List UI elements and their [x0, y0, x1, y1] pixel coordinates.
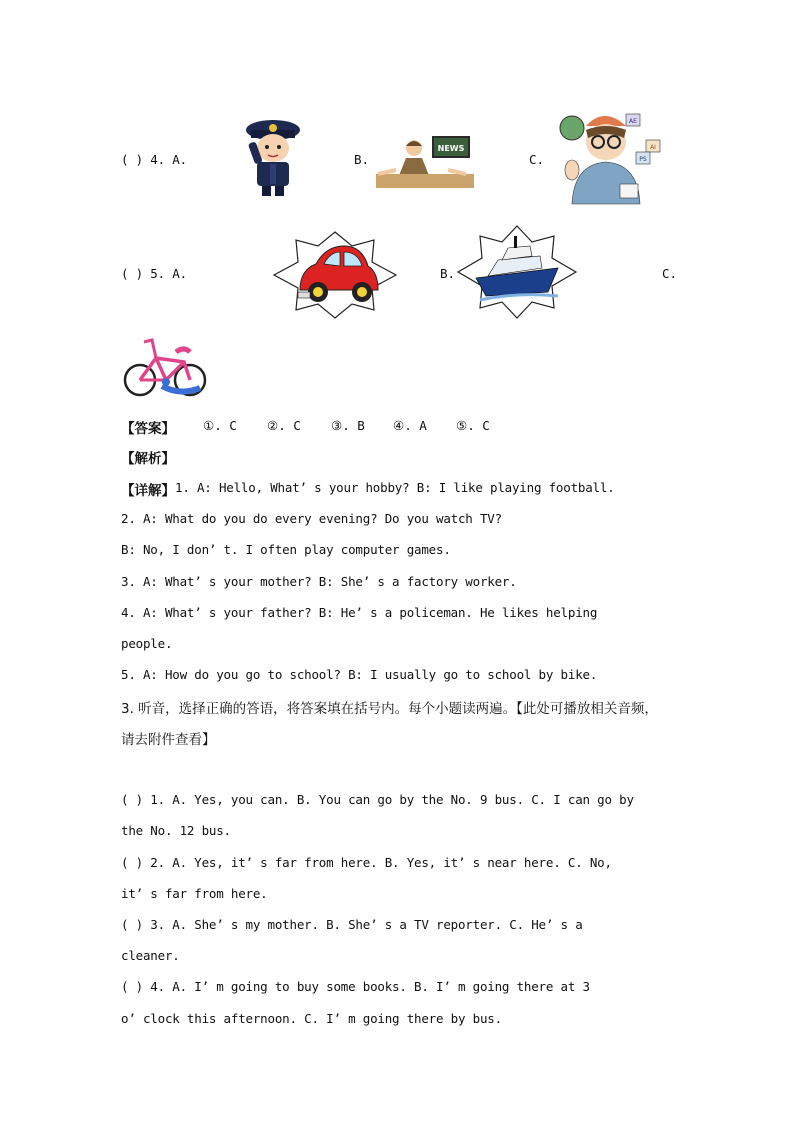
- q5-option-b: B.: [440, 266, 456, 281]
- policeman-image: [243, 116, 303, 200]
- ps-badge-text: PS: [639, 156, 647, 163]
- news-reporter-image: [376, 134, 476, 190]
- answer-item-4: ④. A: [393, 418, 427, 433]
- q5-option-c: C.: [662, 266, 678, 281]
- detail-line-1: 1. A: Hello, What’ s your hobby? B: I like playing football.: [175, 480, 615, 495]
- question-3-line-2: cleaner.: [121, 948, 180, 963]
- ship-image: [458, 226, 576, 318]
- detail-line-6: people.: [121, 636, 173, 651]
- detail-label: 【详解】: [121, 483, 175, 499]
- q4-prefix: ( ) 4. A.: [121, 152, 187, 167]
- bicycle-image: [122, 338, 208, 400]
- answer-item-2: ②. C: [267, 418, 301, 433]
- question-2-line-1: ( ) 2. A. Yes, it’ s far from here. B. Yes, it’ s near here. C. No,: [121, 855, 612, 870]
- answer-item-3: ③. B: [331, 418, 365, 433]
- news-sign-text: NEWS: [437, 144, 465, 153]
- answer-item-5: ⑤. C: [456, 418, 490, 433]
- detail-line-2: 2. A: What do you do every evening? Do you watch TV?: [121, 511, 502, 526]
- question-2-line-2: it’ s far from here.: [121, 886, 268, 901]
- analysis-label: 【解析】: [121, 451, 175, 467]
- section3-instruction-line-1: 3. 听音，选择正确的答语，将答案填在括号内。每个小题读两遍。【此处可播放相关音频，: [121, 701, 658, 717]
- designer-image: [558, 108, 662, 208]
- answer-label: 【答案】: [121, 421, 175, 437]
- q5-prefix: ( ) 5. A.: [121, 266, 187, 281]
- ae-badge-text: AE: [629, 118, 637, 125]
- question-4-line-1: ( ) 4. A. I’ m going to buy some books. B. I’ m going there at 3: [121, 979, 590, 994]
- question-3-line-1: ( ) 3. A. She’ s my mother. B. She’ s a TV reporter. C. He’ s a: [121, 917, 583, 932]
- q4-option-c: C.: [529, 152, 545, 167]
- section3-instruction-line-2: 请去附件查看】: [121, 732, 216, 748]
- ai-badge-text: AI: [650, 144, 656, 151]
- detail-line-4: 3. A: What’ s your mother? B: She’ s a factory worker.: [121, 574, 517, 589]
- question-1-line-1: ( ) 1. A. Yes, you can. B. You can go by the No. 9 bus. C. I can go by: [121, 792, 634, 807]
- question-1-line-2: the No. 12 bus.: [121, 823, 231, 838]
- answer-item-1: ①. C: [203, 418, 237, 433]
- q4-option-b: B.: [354, 152, 370, 167]
- car-image: [274, 232, 396, 318]
- detail-line-3: B: No, I don’ t. I often play computer games.: [121, 542, 451, 557]
- detail-line-5: 4. A: What’ s your father? B: He’ s a policeman. He likes helping: [121, 605, 598, 620]
- question-4-line-2: o’ clock this afternoon. C. I’ m going there by bus.: [121, 1011, 502, 1026]
- detail-line-7: 5. A: How do you go to school? B: I usually go to school by bike.: [121, 667, 598, 682]
